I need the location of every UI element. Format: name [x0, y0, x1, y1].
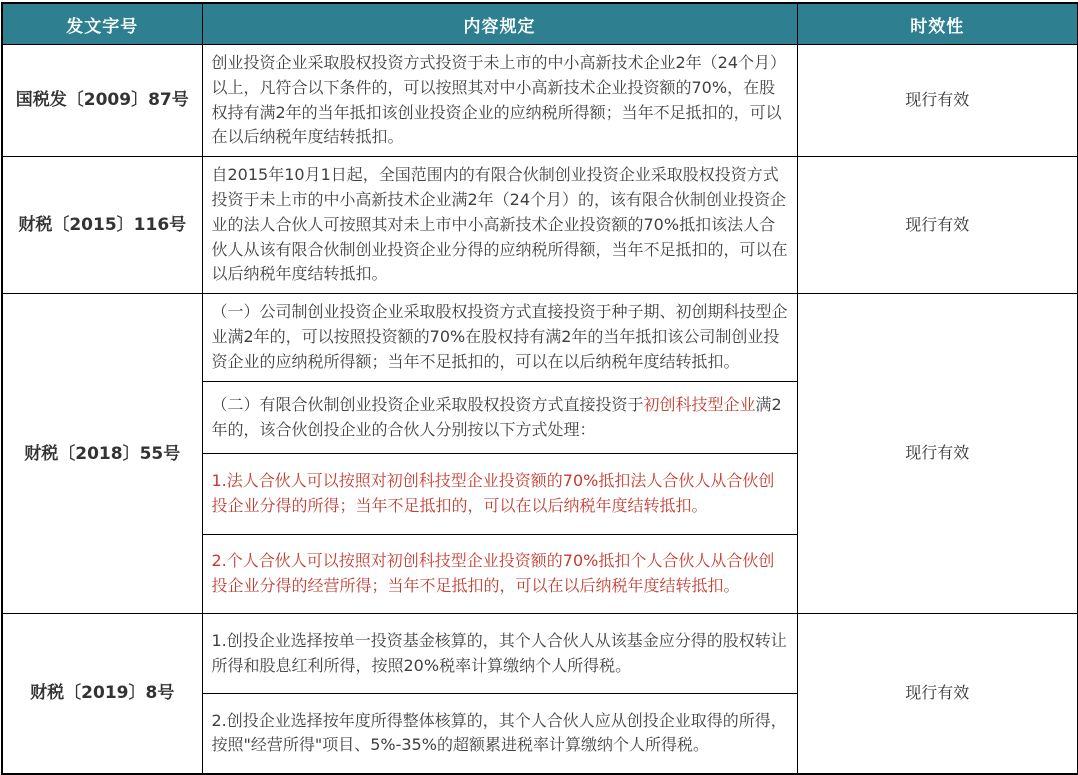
header-validity: 时效性	[797, 3, 1078, 45]
content-text: 满2年的，该合伙创投企业的合伙人分别按以下方式处理：	[211, 394, 782, 439]
content-cell	[202, 535, 797, 614]
doc-number-cell: 财税〔2015〕116号	[2, 157, 202, 294]
content-cell	[202, 614, 797, 694]
content-text-highlight: 初创科技型企业	[643, 394, 756, 414]
content-text: （一）公司制创业投资企业采取股权投资方式直接投资于种子期、初创期科技型企业满2年的，可以按照投资额的70%在股权持有满2年的当年抵扣该公司制创业投资企业的应纳税所得额；当年不足抵扣的，可以在以后纳税年度结转抵扣。	[211, 302, 788, 372]
validity-cell: 现行有效	[797, 294, 1078, 614]
content-text: 创业投资企业采取股权投资方式投资于未上市的中小高新技术企业2年（24个月）以上，凡符合以下条件的，可以按照其对中小高新技术企业投资额的70%，在股权持有满2年的当年抵扣该创业投资企业的应纳税所得额；当年不足抵扣的，可以在以后纳税年度结转抵扣。	[211, 53, 787, 147]
validity-cell: 现行有效	[797, 45, 1078, 157]
header-doc-number: 发文字号	[2, 3, 202, 45]
content-cell	[202, 294, 797, 382]
content-text-highlight: 1.法人合伙人可以按照对初创科技型企业投资额的70%抵扣法人合伙人从合伙创投企业分得的所得；当年不足抵扣的，可以在以后纳税年度结转抵扣。	[211, 471, 775, 516]
content-cell	[202, 454, 797, 535]
content-text: 1.创投企业选择按单一投资基金核算的，其个人合伙人从该基金应分得的股权转让所得和股息红利所得，按照20%税率计算缴纳个人所得税。	[211, 630, 787, 675]
content-text: 自2015年10月1日起，全国范围内的有限合伙制创业投资企业采取股权投资方式投资于未上市的中小高新技术企业满2年（24个月）的，该有限合伙制创业投资企业的法人合伙人可按照其对未上市中小高新技术企业投资额的70%抵扣该法人合伙人从该有限合伙制创业投资企业分得的应纳税所得额，当年不足抵扣的，可以在以后纳税年度结转抵扣。	[211, 165, 788, 284]
header-row	[2, 3, 1078, 45]
doc-number-cell: 财税〔2018〕55号	[2, 294, 202, 614]
validity-cell: 现行有效	[797, 157, 1078, 294]
content-cell	[202, 157, 797, 294]
table-row	[2, 294, 1078, 382]
content-text: （二）有限合伙制创业投资企业采取股权投资方式直接投资于	[211, 394, 644, 414]
tax-regulation-table	[1, 2, 1078, 775]
content-cell	[202, 382, 797, 454]
validity-cell: 现行有效	[797, 614, 1078, 774]
table-row	[2, 614, 1078, 694]
table-row	[2, 45, 1078, 157]
table-row	[2, 157, 1078, 294]
content-cell	[202, 45, 797, 157]
doc-number-cell: 国税发〔2009〕87号	[2, 45, 202, 157]
header-content: 内容规定	[202, 3, 797, 45]
content-cell	[202, 694, 797, 774]
doc-number-cell: 财税〔2019〕8号	[2, 614, 202, 774]
content-text: 2.创投企业选择按年度所得整体核算的，其个人合伙人应从创投企业取得的所得，按照"经营所得"项目、5%-35%的超额累进税率计算缴纳个人所得税。	[211, 710, 787, 755]
content-text-highlight: 2.个人合伙人可以按照对初创科技型企业投资额的70%抵扣个人合伙人从合伙创投企业分得的经营所得；当年不足抵扣的，可以在以后纳税年度结转抵扣。	[211, 551, 775, 596]
